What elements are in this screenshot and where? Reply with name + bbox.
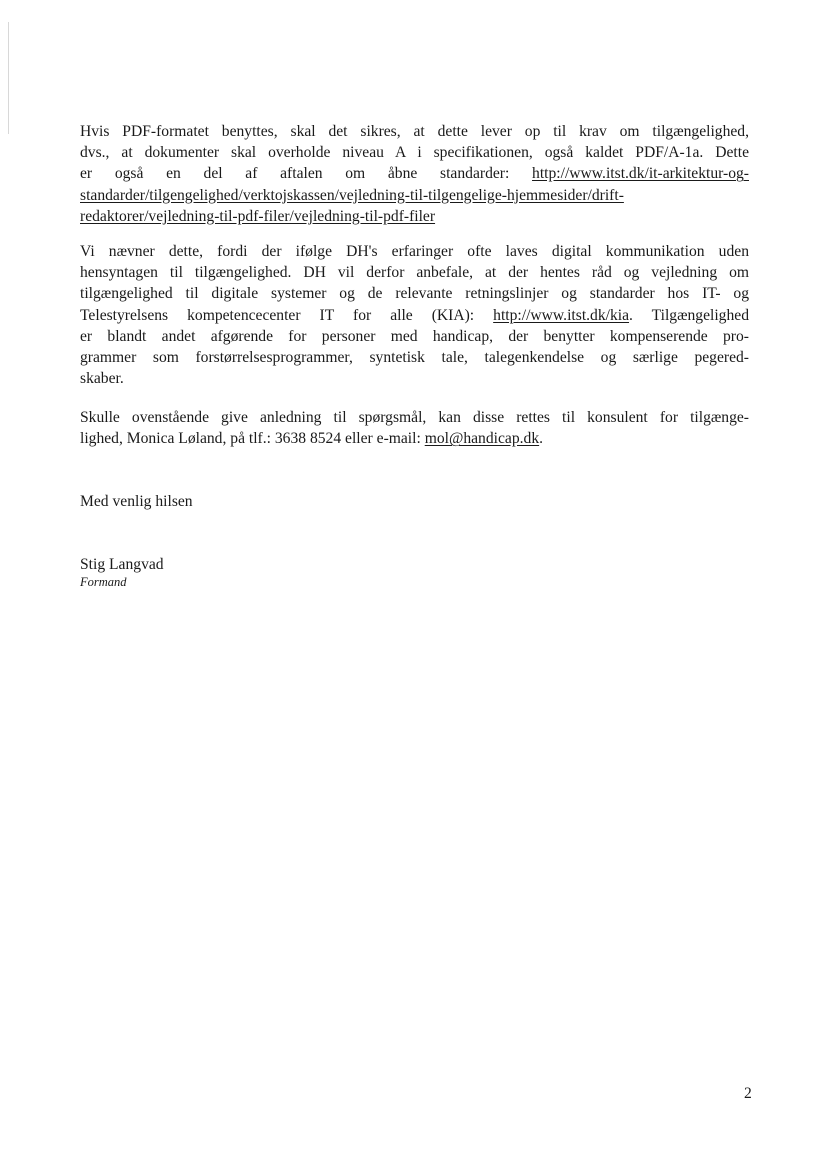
page-number: 2	[744, 1085, 752, 1102]
signer-name: Stig Langvad	[80, 556, 164, 573]
paragraph-line-text: lighed, Monica Løland, på tlf.: 3638 8524 eller e-mail:	[80, 430, 425, 448]
itst-standards-link-part3[interactable]: redaktorer/vejledning-til-pdf-filer/vejledning-til-pdf-filer	[80, 207, 436, 225]
scan-edge-line	[8, 22, 9, 134]
email-link[interactable]: mol@handicap.dk	[424, 430, 540, 448]
paragraph-line: Skulle ovenstående give anledning til spørgsmål, kan disse rettes til konsulent for tilgænge-	[80, 409, 749, 426]
kia-link[interactable]: http://www.itst.dk/kia	[493, 306, 630, 324]
paragraph-line	[80, 185, 749, 206]
paragraph-line	[80, 163, 749, 184]
paragraph-line: dvs., at dokumenter skal overholde niveau A i specifikationen, også kaldet PDF/A-1a. Dette	[80, 144, 749, 162]
paragraph-pdf-accessibility	[80, 121, 749, 227]
paragraph-line-tail: . Tilgængelighed	[629, 306, 749, 324]
paragraph-line	[80, 428, 749, 449]
closing-greeting: Med venlig hilsen	[80, 493, 193, 510]
paragraph-digital-communication	[80, 241, 749, 389]
paragraph-line: tilgængelighed til digitale systemer og de relevante retningslinjer og standarder hos IT- og	[80, 285, 749, 303]
paragraph-line-text: Telestyrelsens kompetencecenter IT for alle (KIA):	[80, 306, 494, 324]
paragraph-line: Hvis PDF-formatet benyttes, skal det sikres, at dette lever op til krav om tilgængelighed,	[80, 123, 749, 140]
paragraph-line: er blandt andet afgørende for personer med handicap, der benytter kompenserende pro-	[80, 327, 749, 345]
signer-title: Formand	[80, 575, 127, 589]
paragraph-line: skaber.	[80, 370, 124, 388]
paragraph-contact	[80, 407, 749, 449]
paragraph-line: Vi nævner dette, fordi der ifølge DH's erfaringer ofte laves digital kommunikation uden	[80, 243, 749, 260]
paragraph-line: grammer som forstørrelsesprogrammer, syntetisk tale, talegenkendelse og særlige pegered-	[80, 349, 749, 367]
paragraph-line	[80, 305, 749, 326]
paragraph-line-tail: .	[539, 430, 544, 448]
paragraph-line: hensyntagen til tilgængelighed. DH vil derfor anbefale, at der hentes råd og vejledning om	[80, 264, 749, 282]
itst-standards-link-part2[interactable]: standarder/tilgengelighed/verktojskassen/vejledning-til-tilgengelige-hjemmesider/drift-	[80, 186, 624, 204]
itst-standards-link-part1[interactable]: http://www.itst.dk/it-arkitektur-og-	[532, 165, 749, 183]
paragraph-line-text: er også en del af aftalen om åbne standarder:	[80, 165, 533, 183]
paragraph-line	[80, 206, 749, 227]
